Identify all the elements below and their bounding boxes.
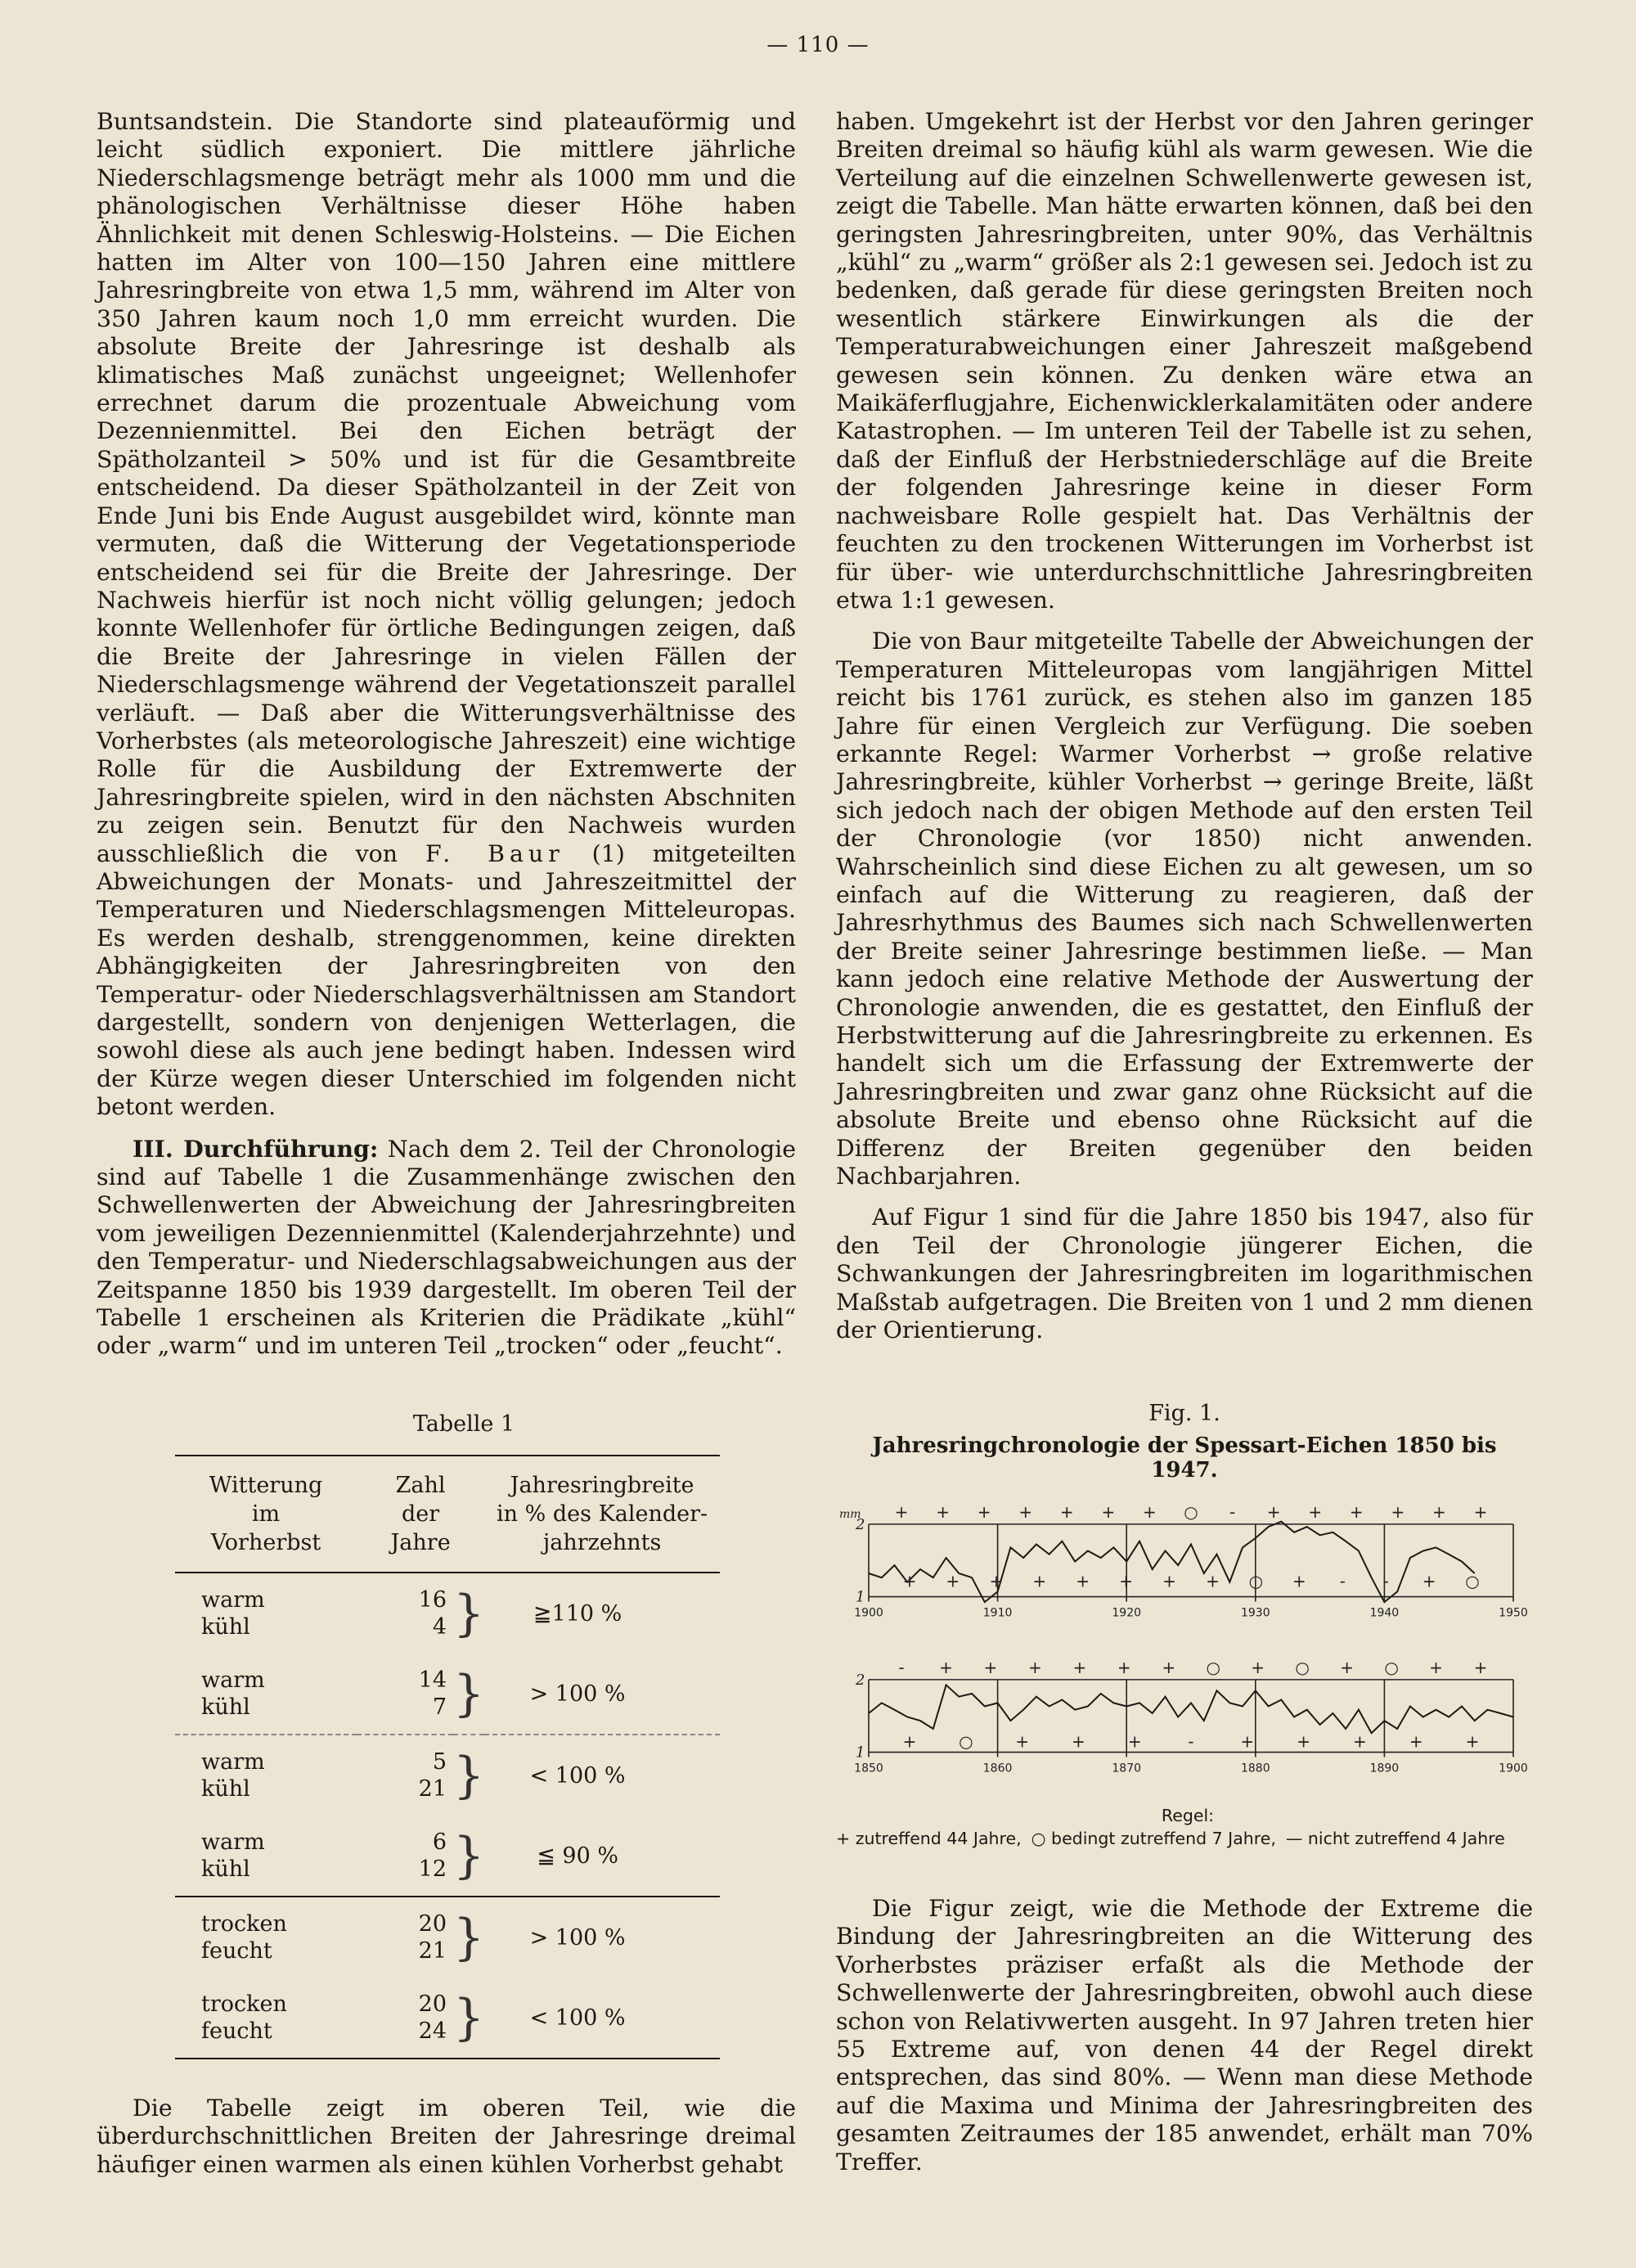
annotation-above: + [1018,1501,1033,1522]
brace: } [453,1585,485,1642]
cell-range: < 100 % [529,1762,626,1789]
brace: } [453,1827,485,1884]
legend-zutreffend: + zutreffend 44 Jahre, [836,1829,1022,1848]
table-row [175,1735,720,1775]
annotation-below: ○ [1465,1571,1480,1591]
table-1-grid [175,1455,720,2059]
cell-witterung: feucht [201,1938,272,1964]
x-tick-label: 1940 [1369,1606,1400,1620]
annotation-below: ○ [959,1731,973,1752]
right-paragraph-4: Die Figur zeigt, wie die Methode der Extreme die Bindung der Jahresringbreiten an die Witterung des Vorherbstes präziser erfaßt als die Methode der Schwellenwerte der Jahresringbreiten, obwohl auch diese schon von Relativwerten ausgeht. In 97 Jahren treten hier 55 Extreme auf, von denen 44 der Regel direkt entsprechen, das sind 80%. — Wenn man diese Methode auf die Maxima und Minima der Jahresringbreiten des gesamten Zeitraumes der 185 anwendet, erhält man 70% Treffer. [836,1895,1533,2176]
cell-witterung: trocken [201,1911,287,1937]
annotation-below: + [1409,1731,1423,1752]
cell-range: ≧110 % [533,1600,622,1627]
table-row [175,1897,720,1937]
legend-nicht: — nicht zutreffend 4 Jahre [1285,1829,1505,1848]
series-line [869,1685,1513,1733]
x-tick-label: 1910 [982,1606,1013,1620]
cell-zahl: 4 [432,1614,447,1640]
cell-zahl: 20 [418,1991,447,2017]
figure-title: Jahresringchronologie der Spessart-Eichen 1850 bis 1947. [872,1433,1497,1483]
cell-range: ≦ 90 % [537,1843,618,1869]
annotation-below: + [1015,1731,1029,1752]
right-column-bottom [836,1895,1533,2176]
cell-zahl: 24 [418,2018,447,2044]
annotation-above: + [894,1501,909,1522]
annotation-above: + [1059,1501,1074,1522]
table-title: Tabelle 1 [412,1411,515,1437]
table-1 [175,1411,720,2059]
annotation-above: + [1117,1657,1131,1677]
annotation-above: + [983,1657,998,1677]
cell-witterung: warm [201,1749,265,1775]
y-tick-label: 1 [856,1744,865,1762]
annotation-above: ○ [1384,1657,1399,1677]
annotation-below: + [902,1571,917,1591]
annotation-below: + [1127,1731,1142,1752]
cell-zahl: 5 [432,1749,447,1775]
annotation-above: + [936,1501,950,1522]
x-tick-label: 1930 [1240,1606,1270,1620]
right-paragraph-1: haben. Umgekehrt ist der Herbst vor den Jahren geringer Breiten dreimal so häufig kühl als warm gewesen. Wie die Verteilung auf die einzelnen Schwellenwerte gewesen ist, zeigt die Tabelle. Man hätte erwarten können, daß bei den geringsten Jahresringbreiten, unter 90%, das Verhältnis „kühl“ zu „warm“ größer als 2:1 gewesen sei. Jedoch ist zu bedenken, daß gerade für diese geringsten Breiten noch wesentlich stärkere Einwirkungen als die der Temperaturabweichungen einer Jahreszeit maßgebend gewesen sein können. Zu denken wäre etwa an Maikäferflugjahre, Eichenwicklerkalamitäten oder andere Katastrophen. — Im unteren Teil der Tabelle ist zu sehen, daß der Einfluß der Herbstniederschläge auf die Breite der folgenden Jahresringe keine in dieser Form nachweisbare Rolle gespielt hat. Das Verhältnis der feuchten zu den trockenen Witterungen im Vorherbst ist für über- wie unterdurchschnittliche Jahresringbreiten etwa 1:1 gewesen. [836,108,1533,614]
y-tick-label: 2 [856,1671,865,1689]
x-tick-label: 1900 [854,1606,883,1620]
x-tick-label: 1870 [1112,1762,1142,1775]
cell-witterung: warm [201,1587,265,1613]
annotation-below: + [1422,1571,1436,1591]
x-tick-label: 1860 [982,1762,1013,1775]
x-tick-label: 1890 [1369,1762,1400,1775]
annotation-above: ○ [1206,1657,1220,1677]
annotation-above: - [1229,1501,1236,1522]
annotation-above: + [1101,1501,1116,1522]
brace: } [453,1989,485,2046]
annotation-below: + [1162,1571,1176,1591]
annotation-above: + [1432,1501,1446,1522]
annotation-below: + [1353,1731,1367,1752]
brace: } [453,1909,485,1966]
annotation-above: + [1473,1657,1488,1677]
figure-label: Fig. 1. [1148,1401,1220,1426]
y-unit-label: mm [839,1507,861,1521]
annotation-below: + [989,1571,1004,1591]
annotation-above: + [977,1501,991,1522]
left-paragraph-1: Buntsandstein. Die Standorte sind plateauförmig und leicht südlich exponiert. Die mittlere jährliche Niederschlagsmenge beträgt mehr als 1000 mm und die phänologischen Verhältnisse dieser Höhe haben Ähnlichkeit mit denen Schleswig-Holsteins. — Die Eichen hatten im Alter von 100—150 Jahren eine mittlere Jahresringbreite von etwa 1,5 mm, während im Alter von 350 Jahren kaum noch 1,0 mm erreicht wurden. Die absolute Breite der Jahresringe ist deshalb als klimatisches Maß zunächst ungeeignet; Wellenhofer errechnet darum die prozentuale Abweichung vom Dezennienmittel. Bei den Eichen beträgt der Spätholzanteil > 50% und ist für die Gesamtbreite entscheidend. Da dieser Spätholzanteil in der Zeit von Ende Juni bis Ende August ausgebildet wird, könnte man vermuten, daß die Witterung der Vegetationsperiode entscheidend sei für die Breite der Jahresringe. Der Nachweis hierfür ist noch nicht völlig gelungen; jedoch konnte Wellenhofer für örtliche Bedingungen zeigen, daß die Breite der Jahresringe in vielen Fällen der Niederschlagsmenge während der Vegetationszeit parallel verläuft. — Daß aber die Witterungsverhältnisse des Vorherbstes (als meteorologische Jahreszeit) eine wichtige Rolle für die Ausbildung der Extremwerte der Jahresringbreite spielen, wird in den nächsten Abschniten zu zeigen sein. Benutzt für den Nachweis wurden ausschließlich die von F. Baur (1) mitgeteilten Abweichungen der Monats- und Jahreszeitmittel der Temperaturen und Niederschlagsmengen Mitteleuropas. Es werden deshalb, strenggenommen, keine direkten Abhängigkeiten der Jahresringbreiten von den Temperatur- oder Niederschlagsverhältnissen am Standort dargestellt, sondern von denjenigen Wetterlagen, die sowohl diese als auch jene bedingt haben. Indessen wird der Kürze wegen dieser Unterschied im folgenden nicht betont werden. [97,108,797,1121]
page-number: — 110 — [766,33,870,57]
left-paragraph-2: III. Durchführung: Nach dem 2. Teil der Chronologie sind auf Tabelle 1 die Zusammenhänge zwischen den Schwellenwerten der Abweichung der Jahresringbreiten vom jeweiligen Dezennienmittel (Kalenderjahrzehnte) und den Temperatur- und Niederschlagsabweichungen aus der Zeitspanne 1850 bis 1939 dargestellt. Im oberen Teil der Tabelle 1 erscheinen als Kriterien die Prädikate „kühl“ oder „warm“ und im unteren Teil „trocken“ oder „feucht“. [97,1134,797,1360]
cell-witterung: trocken [201,1991,287,2017]
annotation-below: + [1240,1731,1255,1752]
cell-zahl: 14 [418,1667,447,1693]
cell-witterung: kühl [201,1694,250,1720]
x-tick-label: 1900 [1499,1762,1528,1775]
cell-witterung: kühl [201,1614,250,1640]
table-header-row [175,1456,720,1573]
annotation-above: + [1349,1501,1364,1522]
annotation-below: + [1206,1571,1220,1591]
annotation-above: + [939,1657,953,1677]
annotation-below: + [1292,1571,1306,1591]
cell-witterung: warm [201,1667,265,1693]
annotation-below: + [1465,1731,1480,1752]
x-tick-label: 1950 [1499,1606,1528,1620]
cell-zahl: 12 [418,1856,447,1882]
annotation-above: + [1340,1657,1354,1677]
cell-zahl: 20 [418,1911,447,1937]
legend-heading: Regel: [1161,1806,1215,1825]
y-tick-label: 1 [856,1588,865,1606]
right-paragraph-2: Die von Baur mitgeteilte Tabelle der Abweichungen der Temperaturen Mitteleuropas vom langjährigen Mittel reicht bis 1761 zurück, es stehen also im ganzen 185 Jahre für einen Vergleich zur Verfügung. Die soeben erkannte Regel: Warmer Vorherbst → große relative Jahresringbreite, kühler Vorherbst → geringe Breite, läßt sich jedoch nach der obigen Methode auf den ersten Teil der Chronologie (vor 1850) nicht anwenden. Wahrscheinlich sind diese Eichen zu alt gewesen, um so einfach auf die Witterung zu reagieren, daß der Jahresrhythmus des Baumes sich nach Schwellenwerten der Breite seiner Jahresringe bestimmen ließe. — Man kann jedoch eine relative Methode der Auswertung der Chronologie anwenden, die es gestattet, den Einfluß der Herbstwitterung auf die Jahresringbreite zu erkennen. Es handelt sich um die Erfassung der Extremwerte der Jahresringbreiten und zwar ganz ohne Rücksicht auf die absolute Breite und ebenso ohne Rücksicht auf die Differenz der Breiten gegenüber den beiden Nachbarjahren. [836,628,1533,1190]
brace: } [453,1747,485,1804]
legend-bedingt: ○ bedingt zutreffend 7 Jahre, [1031,1829,1276,1848]
figure-legend [836,1806,1539,1848]
right-column [836,108,1533,1344]
x-tick-label: 1880 [1240,1762,1270,1775]
annotation-below: ○ [1248,1571,1264,1591]
author-baur: F. Baur [425,839,564,867]
annotation-above: + [1251,1657,1265,1677]
annotation-above: + [1143,1501,1157,1522]
right-paragraph-3: Auf Figur 1 sind für die Jahre 1850 bis 1947, also für den Teil der Chronologie jüngerer Eichen, die Schwankungen der Jahresringbreiten im logarithmischen Maßstab aufgetragen. Die Breiten von 1 und 2 mm dienen der Orientierung. [836,1204,1533,1344]
annotation-above: + [1473,1501,1488,1522]
annotation-below: - [1339,1571,1346,1591]
annotation-above: + [1308,1501,1323,1522]
annotation-above: - [898,1657,905,1677]
figure-chart [834,1485,1538,1804]
annotation-above: ○ [1295,1657,1310,1677]
cell-witterung: kühl [201,1776,250,1802]
left-column-bottom [97,2095,796,2179]
annotation-above: + [1162,1657,1176,1677]
annotation-above: + [1429,1657,1443,1677]
header-witterung: Witterung im Vorherbst [209,1473,323,1555]
cell-witterung: kühl [201,1856,250,1882]
cell-witterung: warm [201,1829,265,1855]
table-row [175,1978,720,2018]
cell-zahl: 6 [432,1829,447,1855]
annotation-above: + [1072,1657,1087,1677]
header-jahresringbreite: Jahresringbreite in % des Kalender- jahrzehnts [497,1473,708,1555]
cell-range: > 100 % [529,1681,626,1707]
annotation-below: + [1119,1571,1133,1591]
annotation-below: - [1382,1571,1389,1591]
cell-witterung: feucht [201,2018,272,2044]
cell-zahl: 21 [418,1938,447,1964]
cell-range: < 100 % [529,2005,626,2031]
section-heading-durchfuehrung: III. Durchführung: [133,1134,379,1163]
x-tick-label: 1920 [1112,1606,1142,1620]
annotation-above: + [1266,1501,1281,1522]
left-column [97,108,796,1361]
x-tick-label: 1850 [854,1762,883,1775]
y-tick-label: 2 [856,1515,865,1533]
annotation-above: ○ [1184,1501,1198,1522]
cell-range: > 100 % [529,1924,626,1951]
cell-zahl: 21 [418,1776,447,1802]
annotation-above: + [1028,1657,1042,1677]
annotation-below: + [1076,1571,1090,1591]
annotation-below: + [946,1571,960,1591]
annotation-below: + [902,1731,917,1752]
header-zahl: Zahl der Jahre [390,1473,451,1555]
annotation-below: + [1032,1571,1047,1591]
table-row [175,1816,720,1856]
cell-zahl: 7 [432,1694,447,1720]
annotation-above: + [1391,1501,1405,1522]
annotation-below: + [1072,1731,1085,1752]
cell-zahl: 16 [418,1587,447,1613]
table-row [175,1654,720,1694]
annotation-below: + [1297,1731,1310,1752]
table-row [175,1573,720,1613]
brace: } [453,1665,485,1722]
left-paragraph-3: Die Tabelle zeigt im oberen Teil, wie die überdurchschnittlichen Breiten der Jahresringe dreimal häufiger einen warmen als einen kühlen Vorherbst gehabt [97,2095,796,2178]
annotation-below: - [1188,1731,1194,1752]
